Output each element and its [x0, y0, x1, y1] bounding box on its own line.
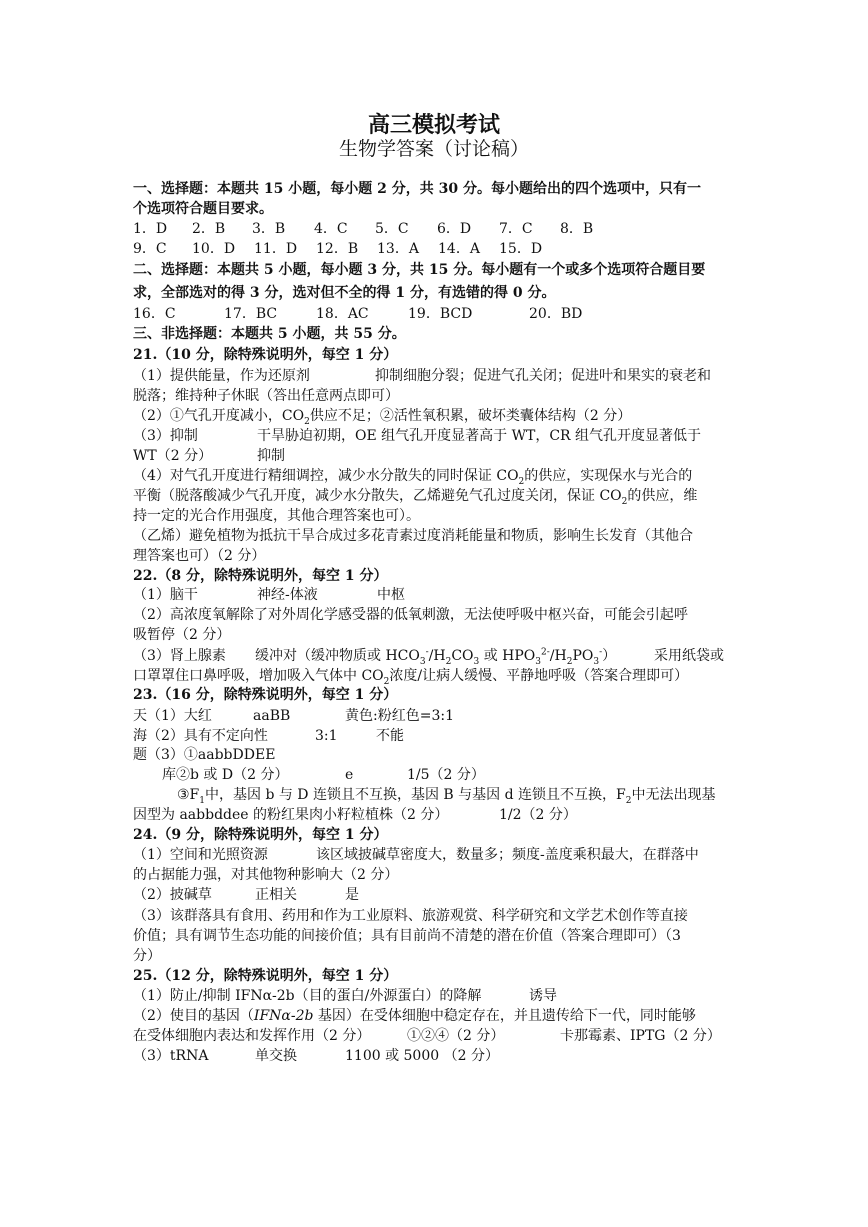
q22-answer2-line2: 吸暂停（2 分） [133, 627, 231, 643]
q23-answer3-line2-part2: e [345, 767, 354, 783]
q24-answer1-part1: （1）空间和光照资源 [133, 847, 268, 863]
answer-item: 18．AC [316, 306, 369, 322]
answer-item: 7．C [499, 221, 533, 237]
q24-answer1-part2: 该区域披碱草密度大，数量多；频度-盖度乘积最大，在群落中 [316, 847, 699, 863]
q24-answer3-line3: 分） [133, 948, 161, 964]
q24-answer2-part2: 正相关 [255, 887, 297, 903]
q21-answer4-line1: （4）对气孔开度进行精细调控，减少水分散失的同时保证 $CO_2$的供应，实现保水与光合的 [133, 468, 693, 487]
q25-answer2-line2-part3: 卡那霉素、IPTG（2 分） [560, 1028, 721, 1044]
q23-answer3-line4-part1: 因型为 aabbddee 的粉红果肉小籽粒植株（2 分） [133, 807, 449, 823]
q22-answer3-part3: 采用纸袋或 [654, 648, 724, 664]
q25-answer2-line2-part1: 在受体细胞内表达和发挥作用（2 分） [133, 1028, 371, 1044]
section1-heading-line2: 个选项符合题目要求。 [133, 201, 273, 217]
q22-answer1-part2: 神经-体液 [257, 587, 318, 603]
exam-subtitle: 生物学答案（讨论稿） [338, 138, 529, 160]
q22-heading: 22.（8 分，除特殊说明外，每空 1 分） [133, 568, 388, 584]
answer-item: 12．B [316, 241, 359, 257]
answer-item: 4．C [314, 221, 348, 237]
q23-heading: 23.（16 分，除特殊说明外，每空 1 分） [133, 687, 398, 703]
q23-answer3-line2-part3: 1/5（2 分） [407, 767, 485, 783]
q24-heading: 24.（9 分，除特殊说明外，每空 1 分） [133, 827, 388, 843]
q21-answer4-line3: 持一定的光合作用强度，其他合理答案也可）。 [133, 508, 420, 524]
answer-item: 2．B [192, 221, 226, 237]
q21-answer3-part1: （3）抑制 [133, 428, 198, 444]
answer-item: 5．C [375, 221, 409, 237]
q21-heading: 21.（10 分，除特殊说明外，每空 1 分） [133, 347, 398, 363]
answer-item: 14．A [438, 241, 480, 257]
exam-title: 高三模拟考试 [367, 112, 500, 138]
answer-item: 19．BCD [408, 306, 473, 322]
answer-item: 1．D [133, 221, 168, 237]
q21-answer2: （2）①气孔开度减小，$CO_2$供应不足；②活性氧积累，破坏类囊体结构（2 分） [133, 408, 632, 427]
answer-item: 9．C [133, 241, 167, 257]
q22-answer3-part1: （3）肾上腺素 [133, 648, 226, 664]
answer-item: 11．D [254, 241, 298, 257]
q21-answer1-part3: 脱落；维持种子休眠（答出任意两点即可） [133, 388, 399, 404]
q23-answer3-line3: $③F_1$中，基因 b 与 D 连锁且不互换，基因 B 与基因 d 连锁且不互换，$F_2$中无法出现基 [177, 787, 716, 806]
q21-answer4-line5: 理答案也可）（2 分） [133, 548, 266, 564]
answer-item: 10．D [192, 241, 236, 257]
section2-heading-line2: 求，全部选对的得 3 分，选对但不全的得 1 分，有选错的得 0 分。 [133, 285, 556, 301]
q22-answer2-line1: （2）高浓度氧解除了对外周化学感受器的低氧刺激，无法使呼吸中枢兴奋，可能会引起呼 [133, 607, 688, 623]
q21-answer1-part1: （1）提供能量，作为还原剂 [133, 368, 310, 384]
q24-answer1-part3: 的占据能力强，对其他物种影响大（2 分） [133, 867, 399, 883]
q21-answer3-part3: WT（2 分） [133, 448, 213, 464]
q23-answer3-line2-part1: 库②b 或 D（2 分） [162, 767, 289, 783]
q25-answer1-part1: （1）防止/抑制 IFNα-2b（目的蛋白/外源蛋白）的降解 [133, 988, 482, 1004]
q23-answer2-part1: 海（2）具有不定向性 [133, 728, 268, 744]
q23-answer3-line4-part2: 1/2（2 分） [499, 807, 577, 823]
q21-answer3-part2: 干旱胁迫初期，OE 组气孔开度显著高于 WT，CR 组气孔开度显著低于 [257, 428, 702, 444]
q22-answer1-part1: （1）脑干 [133, 587, 198, 603]
answer-item: 6．D [437, 221, 472, 237]
q25-answer3-part1: （3）tRNA [133, 1048, 209, 1064]
answer-item: 15．D [499, 241, 543, 257]
q23-answer1-part1: 天（1）大红 [133, 708, 212, 724]
q21-answer4-line4: （乙烯）避免植物为抵抗干旱合成过多花青素过度消耗能量和物质，影响生长发育（其他合 [133, 528, 693, 544]
q24-answer2-part3: 是 [345, 887, 359, 903]
section1-heading-line1: 一、选择题：本题共 15 小题，每小题 2 分，共 30 分。每小题给出的四个选项中，只有一 [133, 181, 701, 197]
q24-answer2-part1: （2）披碱草 [133, 887, 212, 903]
answer-item: 17．BC [224, 306, 278, 322]
q23-answer1-part3: 黄色:粉红色=3:1 [345, 708, 454, 724]
section3-heading: 三、非选择题：本题共 5 小题，共 55 分。 [133, 326, 406, 342]
answer-item: 13．A [377, 241, 419, 257]
q22-answer3-line2: 口罩罩住口鼻呼吸，增加吸入气体中 $CO_2$浓度/让病人缓慢、平静地呼吸（答案合理即可） [133, 668, 689, 687]
section2-heading-line1: 二、选择题：本题共 5 小题，每小题 3 分，共 15 分。每小题有一个或多个选项符合题目要 [133, 262, 706, 278]
q25-heading: 25.（12 分，除特殊说明外，每空 1 分） [133, 968, 398, 984]
answer-item: 8．B [560, 221, 594, 237]
q25-answer3-part3: 1100 或 5000 （2 分） [345, 1048, 499, 1064]
q23-answer1-part2: aaBB [253, 708, 291, 724]
q22-answer3-part2: 缓冲对（缓冲物质或 $HCO_3^-/H_2CO_3$ 或 $HPO_3^{2-}/H_2PO_3^-$） [255, 647, 617, 667]
q23-answer2-part2: 3:1 [315, 728, 338, 744]
q25-answer3-part2: 单交换 [255, 1048, 297, 1064]
q23-answer2-part3: 不能 [376, 728, 404, 744]
q21-answer4-line2: 平衡（脱落酸减少气孔开度，减少水分散失，乙烯避免气孔过度关闭，保证 $CO_2$的供应，维 [133, 488, 698, 507]
q25-answer2-line1: （2）使目的基因（IFNα-2b 基因）在受体细胞中稳定存在，并且遗传给下一代，同时能够 [133, 1008, 696, 1024]
q21-answer1-part2: 抑制细胞分裂；促进气孔关闭；促进叶和果实的衰老和 [375, 368, 711, 384]
q25-answer2-line2-part2: ①②④（2 分） [407, 1028, 505, 1044]
q24-answer3-line1: （3）该群落具有食用、药用和作为工业原料、旅游观赏、科学研究和文学艺术创作等直接 [133, 908, 688, 924]
answer-item: 20．BD [529, 306, 583, 322]
q22-answer1-part3: 中枢 [377, 587, 405, 603]
q24-answer3-line2: 价值；具有调节生态功能的间接价值；具有目前尚不清楚的潜在价值（答案合理即可）（3 [133, 928, 681, 944]
q25-answer1-part2: 诱导 [529, 988, 557, 1004]
q21-answer3-part4: 抑制 [257, 448, 285, 464]
answer-item: 3．B [252, 221, 286, 237]
q23-answer3-line1: 题（3）①aabbDDEE [133, 747, 276, 763]
answer-item: 16．C [133, 306, 176, 322]
